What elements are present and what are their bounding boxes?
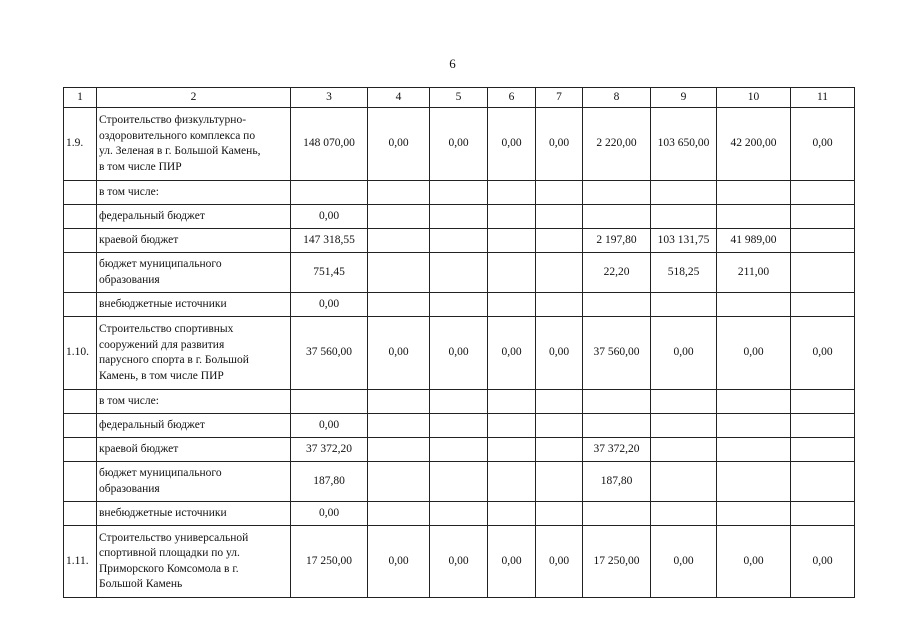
value-cell: [488, 253, 536, 293]
page-number: 6: [449, 56, 456, 71]
value-cell: [651, 462, 717, 502]
value-cell: [791, 205, 855, 229]
table-row-sub: [64, 438, 855, 462]
row-index: [64, 253, 97, 293]
value-cell: 22,20: [583, 253, 651, 293]
value-cell: 37 372,20: [583, 438, 651, 462]
table-row-sub: [64, 253, 855, 293]
cell-text-line: в том числе ПИР: [99, 160, 182, 173]
value-cell: [368, 253, 430, 293]
value-cell: [368, 414, 430, 438]
table-row-sub: [64, 229, 855, 253]
row-index: 1.10.: [64, 317, 97, 390]
row-label: [97, 229, 291, 253]
table-row-sub: [64, 181, 855, 205]
value-cell: [583, 414, 651, 438]
value-cell: [430, 414, 488, 438]
budget-table: [63, 87, 855, 598]
value-cell: [536, 229, 583, 253]
value-cell: [488, 502, 536, 526]
header-cell: 7: [536, 88, 583, 108]
value-cell: [651, 438, 717, 462]
value-cell: [791, 502, 855, 526]
value-cell: [536, 293, 583, 317]
value-cell: 0,00: [791, 526, 855, 598]
row-label: [97, 462, 291, 502]
cell-text-line: краевой бюджет: [99, 233, 179, 246]
value-cell: 17 250,00: [583, 526, 651, 598]
cell-text-line: краевой бюджет: [99, 442, 179, 455]
cell-text-line: образования: [99, 482, 160, 495]
value-cell: [717, 390, 791, 414]
cell-text-line: оздоровительного комплекса по: [99, 129, 256, 142]
value-cell: [651, 502, 717, 526]
header-cell: 2: [97, 88, 291, 108]
row-label: [97, 181, 291, 205]
row-index: [64, 293, 97, 317]
value-cell: [488, 205, 536, 229]
row-index: [64, 502, 97, 526]
value-cell: [368, 181, 430, 205]
cell-text-line: Строительство универсальной: [99, 531, 249, 544]
value-cell: [791, 462, 855, 502]
value-cell: [488, 414, 536, 438]
value-cell: [488, 293, 536, 317]
value-cell: 187,80: [583, 462, 651, 502]
value-cell: 103 650,00: [651, 108, 717, 181]
cell-text-line: спортивной площадки по ул.: [99, 547, 240, 559]
table-row-sub: [64, 390, 855, 414]
value-cell: [583, 181, 651, 205]
value-cell: 211,00: [717, 253, 791, 293]
cell-text-line: Приморского Комсомола в г.: [99, 562, 239, 575]
row-index: [64, 462, 97, 502]
table-body: [64, 88, 855, 598]
row-label: [97, 253, 291, 293]
value-cell: 0,00: [717, 317, 791, 390]
value-cell: 0,00: [791, 108, 855, 181]
value-cell: [291, 390, 368, 414]
value-cell: 0,00: [291, 293, 368, 317]
value-cell: [717, 205, 791, 229]
table-row-sub: [64, 414, 855, 438]
value-cell: [368, 293, 430, 317]
value-cell: [488, 438, 536, 462]
value-cell: 148 070,00: [291, 108, 368, 181]
value-cell: [368, 229, 430, 253]
cell-text-line: образования: [99, 273, 160, 286]
value-cell: [651, 414, 717, 438]
value-cell: 0,00: [430, 108, 488, 181]
value-cell: 518,25: [651, 253, 717, 293]
cell-text-line: бюджет муниципального: [99, 258, 222, 270]
cell-text-line: ул. Зеленая в г. Большой Камень,: [99, 145, 261, 157]
row-index: [64, 181, 97, 205]
value-cell: 0,00: [488, 526, 536, 598]
value-cell: 0,00: [291, 502, 368, 526]
value-cell: [430, 293, 488, 317]
cell-text-line: в том числе:: [99, 394, 159, 407]
cell-text-line: внебюджетные источники: [99, 297, 227, 310]
value-cell: [488, 181, 536, 205]
value-cell: 0,00: [717, 526, 791, 598]
value-cell: [717, 293, 791, 317]
row-label: [97, 205, 291, 229]
value-cell: [430, 229, 488, 253]
value-cell: [536, 253, 583, 293]
value-cell: [291, 181, 368, 205]
value-cell: [368, 205, 430, 229]
value-cell: [536, 414, 583, 438]
header-cell: 10: [717, 88, 791, 108]
value-cell: 2 220,00: [583, 108, 651, 181]
row-index: [64, 390, 97, 414]
value-cell: 37 372,20: [291, 438, 368, 462]
row-label: [97, 438, 291, 462]
value-cell: 0,00: [536, 526, 583, 598]
cell-text-line: внебюджетные источники: [99, 506, 227, 519]
value-cell: [536, 502, 583, 526]
row-description: [97, 108, 291, 181]
value-cell: [583, 205, 651, 229]
value-cell: [791, 229, 855, 253]
value-cell: [430, 462, 488, 502]
row-label: [97, 293, 291, 317]
table-row-sub: [64, 502, 855, 526]
value-cell: [430, 181, 488, 205]
value-cell: 751,45: [291, 253, 368, 293]
value-cell: 0,00: [488, 317, 536, 390]
value-cell: 0,00: [488, 108, 536, 181]
value-cell: [791, 438, 855, 462]
table-row-sub: [64, 293, 855, 317]
header-cell: 11: [791, 88, 855, 108]
value-cell: 42 200,00: [717, 108, 791, 181]
value-cell: [368, 462, 430, 502]
value-cell: 0,00: [791, 317, 855, 390]
header-cell: 5: [430, 88, 488, 108]
value-cell: 0,00: [368, 108, 430, 181]
header-cell: 9: [651, 88, 717, 108]
row-label: [97, 414, 291, 438]
value-cell: [583, 293, 651, 317]
cell-text-line: федеральный бюджет: [99, 418, 205, 431]
value-cell: [488, 462, 536, 502]
row-index: [64, 438, 97, 462]
value-cell: [583, 390, 651, 414]
cell-text-line: федеральный бюджет: [99, 209, 205, 222]
value-cell: [368, 390, 430, 414]
value-cell: 2 197,80: [583, 229, 651, 253]
value-cell: 0,00: [291, 414, 368, 438]
cell-text-line: сооружений для развития: [99, 338, 225, 351]
value-cell: [651, 293, 717, 317]
value-cell: [791, 390, 855, 414]
row-description: [97, 526, 291, 598]
value-cell: 0,00: [291, 205, 368, 229]
value-cell: [430, 253, 488, 293]
value-cell: 0,00: [536, 108, 583, 181]
value-cell: [651, 205, 717, 229]
row-index: 1.11.: [64, 526, 97, 598]
value-cell: [536, 205, 583, 229]
value-cell: [791, 414, 855, 438]
value-cell: [368, 438, 430, 462]
value-cell: [791, 293, 855, 317]
value-cell: 0,00: [368, 317, 430, 390]
header-row: [64, 88, 855, 108]
value-cell: [536, 438, 583, 462]
value-cell: 147 318,55: [291, 229, 368, 253]
value-cell: [717, 414, 791, 438]
table-row-main: [64, 526, 855, 598]
cell-text-line: Камень, в том числе ПИР: [99, 369, 224, 382]
value-cell: [791, 181, 855, 205]
table-row-main: [64, 317, 855, 390]
value-cell: 0,00: [430, 526, 488, 598]
value-cell: [791, 253, 855, 293]
value-cell: 0,00: [536, 317, 583, 390]
value-cell: 41 989,00: [717, 229, 791, 253]
value-cell: [430, 502, 488, 526]
value-cell: 37 560,00: [583, 317, 651, 390]
header-cell: 8: [583, 88, 651, 108]
cell-text-line: бюджет муниципального: [99, 467, 222, 479]
cell-text-line: в том числе:: [99, 185, 159, 198]
value-cell: [651, 181, 717, 205]
value-cell: [488, 390, 536, 414]
value-cell: 103 131,75: [651, 229, 717, 253]
row-index: [64, 414, 97, 438]
row-index: [64, 229, 97, 253]
value-cell: 17 250,00: [291, 526, 368, 598]
value-cell: [488, 229, 536, 253]
cell-text-line: Строительство физкультурно-: [99, 114, 247, 126]
value-cell: [536, 390, 583, 414]
cell-text-line: Большой Камень: [99, 578, 183, 590]
value-cell: [430, 205, 488, 229]
table-row-main: [64, 108, 855, 181]
row-description: [97, 317, 291, 390]
cell-text-line: парусного спорта в г. Большой: [99, 354, 249, 366]
value-cell: 0,00: [368, 526, 430, 598]
value-cell: [536, 181, 583, 205]
row-label: [97, 390, 291, 414]
table-row-sub: [64, 462, 855, 502]
header-cell: 3: [291, 88, 368, 108]
header-cell: 4: [368, 88, 430, 108]
value-cell: [717, 502, 791, 526]
value-cell: [583, 502, 651, 526]
value-cell: 187,80: [291, 462, 368, 502]
value-cell: 0,00: [430, 317, 488, 390]
row-label: [97, 502, 291, 526]
row-index: 1.9.: [64, 108, 97, 181]
value-cell: [717, 438, 791, 462]
value-cell: [430, 390, 488, 414]
header-cell: 6: [488, 88, 536, 108]
value-cell: [717, 462, 791, 502]
header-cell: 1: [64, 88, 97, 108]
row-index: [64, 205, 97, 229]
value-cell: [717, 181, 791, 205]
value-cell: 0,00: [651, 317, 717, 390]
value-cell: 37 560,00: [291, 317, 368, 390]
cell-text-line: Строительство спортивных: [99, 323, 234, 335]
value-cell: [536, 462, 583, 502]
value-cell: [368, 502, 430, 526]
value-cell: 0,00: [651, 526, 717, 598]
value-cell: [651, 390, 717, 414]
table-row-sub: [64, 205, 855, 229]
value-cell: [430, 438, 488, 462]
